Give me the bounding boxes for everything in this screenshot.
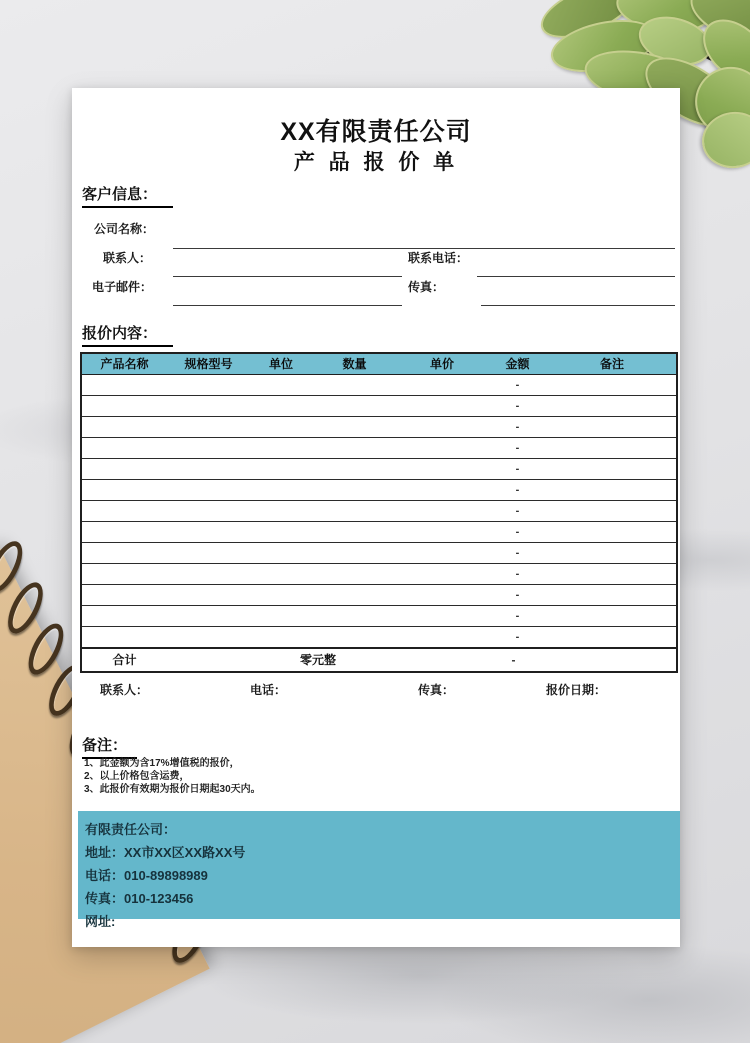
row-amount-cell: -: [515, 568, 520, 580]
row-amount-cell: -: [515, 484, 520, 496]
row-amount-cell: -: [515, 463, 520, 475]
contact-person-label: 联系人：: [103, 251, 152, 265]
table-row: [82, 375, 676, 396]
company-title: XX有限责任公司: [280, 118, 472, 146]
remark-item-3: 3、此报价有效期为报价日期起30天内。: [84, 784, 261, 795]
row-amount-cell: -: [515, 631, 520, 643]
total-label: 合计: [112, 653, 137, 667]
table-row: [82, 501, 676, 522]
table-row: [82, 438, 676, 459]
table-row: [82, 606, 676, 627]
col-header-spec-model: 规格型号: [184, 357, 233, 371]
row-amount-cell: -: [515, 400, 520, 412]
row-amount-cell: -: [515, 589, 520, 601]
fax-field-line: [481, 305, 675, 306]
table-row: [82, 564, 676, 585]
footer-website-line: 网址:: [85, 914, 116, 929]
fax-label: 传真：: [408, 280, 445, 294]
footer-fax-line: 传真：010-123456: [85, 891, 194, 906]
quoter-phone-label: 电话：: [250, 683, 287, 697]
table-row: [82, 417, 676, 438]
row-amount-cell: -: [515, 442, 520, 454]
table-body: [82, 375, 676, 647]
total-amount-value: -: [511, 653, 516, 667]
contact-person-field-line: [173, 276, 402, 277]
col-header-product-name: 产品名称: [100, 357, 149, 371]
quote-table-header-row: [82, 354, 676, 375]
col-header-remarks: 备注: [599, 357, 624, 371]
remark-item-2: 2、以上价格包含运费，: [84, 771, 190, 782]
total-row: [82, 647, 676, 671]
col-header-unit-price: 单价: [429, 357, 454, 371]
document-title: 产 品 报 价 单: [293, 151, 459, 174]
table-row: [82, 543, 676, 564]
customer-info-heading: 客户信息：: [82, 183, 173, 208]
quote-date-label: 报价日期：: [546, 683, 607, 697]
row-amount-cell: -: [515, 547, 520, 559]
total-amount-in-words: 零元整: [299, 653, 336, 667]
contact-phone-label: 联系电话：: [408, 251, 469, 265]
footer-address-line: 地址：XX市XX区XX路XX号: [85, 845, 246, 860]
row-amount-cell: -: [515, 505, 520, 517]
row-amount-cell: -: [515, 421, 520, 433]
quote-content-heading: 报价内容：: [82, 322, 173, 347]
table-row: [82, 396, 676, 417]
company-footer: [78, 811, 680, 929]
email-field-line: [173, 305, 402, 306]
contact-phone-field-line: [477, 276, 675, 277]
table-row: [82, 522, 676, 543]
quote-table: [80, 352, 678, 673]
footer-company-line: 有限责任公司：: [85, 822, 177, 837]
email-label: 电子邮件：: [92, 280, 153, 294]
row-amount-cell: -: [515, 610, 520, 622]
col-header-unit: 单位: [268, 357, 293, 371]
remarks-heading: 备注：: [82, 734, 137, 759]
remark-item-1: 1、此金额为含17%增值税的报价，: [84, 758, 240, 769]
col-header-quantity: 数量: [342, 357, 367, 371]
table-row: [82, 480, 676, 501]
company-name-label: 公司名称：: [94, 222, 155, 236]
table-row: [82, 459, 676, 480]
row-amount-cell: -: [515, 379, 520, 391]
table-row: [82, 585, 676, 606]
table-row: [82, 627, 676, 647]
quoter-contact-label: 联系人：: [100, 683, 149, 697]
col-header-amount: 金额: [505, 357, 530, 371]
row-amount-cell: -: [515, 526, 520, 538]
quotation-document: [72, 88, 680, 947]
quoter-fax-label: 传真：: [418, 683, 455, 697]
footer-phone-line: 电话：010-89898989: [85, 868, 208, 883]
